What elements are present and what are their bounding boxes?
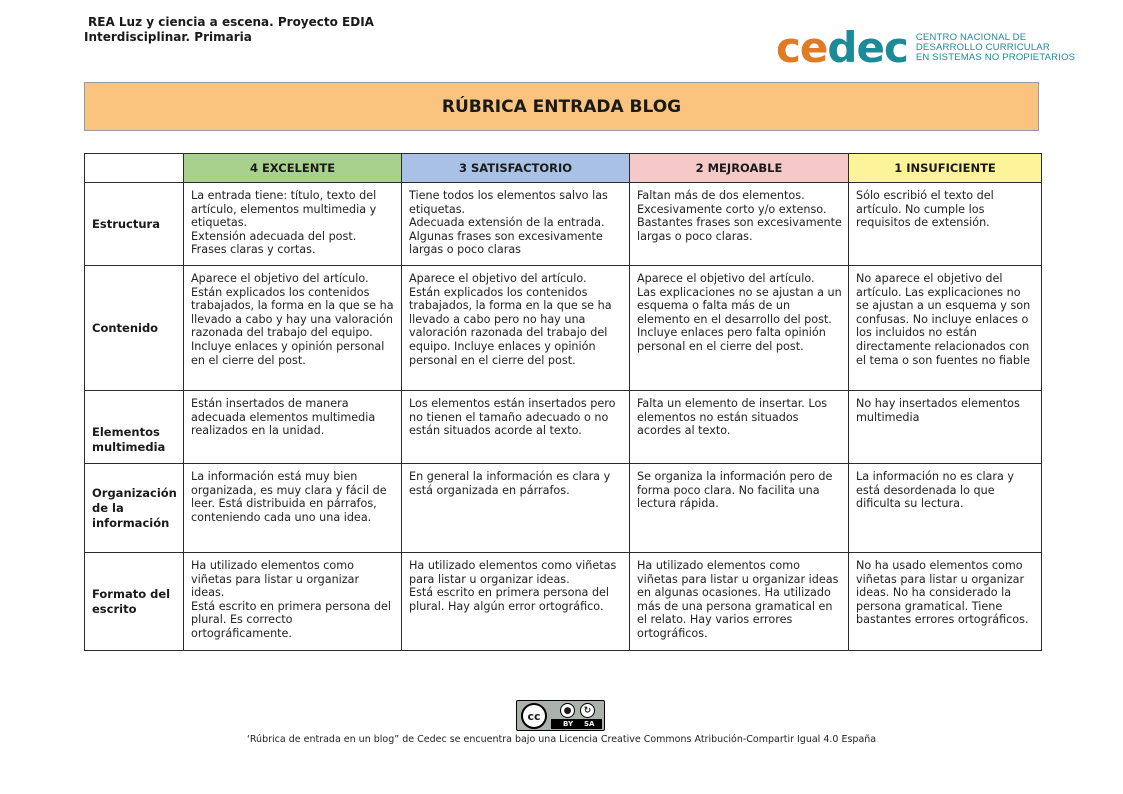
cc-by-label: BY (563, 720, 574, 728)
rubric-cell (849, 183, 1042, 266)
table-row (85, 391, 1042, 464)
cell-text: La información está muy bien organizada, es muy clara y fácil de leer. Está distribuida en párrafos, conteniendo cada uno una idea. (191, 470, 387, 524)
criterion-estructura: Estructura (85, 183, 184, 266)
logo-subtitle (916, 33, 1075, 63)
rubric-cell (849, 464, 1042, 553)
cell-text: Ha utilizado elementos como viñetas para listar u organizar ideas. Está escrito en primera persona del plural. Es correcto ortográficamente. (191, 559, 392, 640)
rubric-cell (630, 266, 849, 391)
logo-word-part-1: ce (776, 23, 828, 72)
cell-text: Ha utilizado elementos como viñetas para listar u organizar ideas en algunas ocasiones. Ha utilizado más de una persona gramatical en el relato. Hay varios errores ortográficos. (637, 559, 839, 640)
rubric-cell (630, 391, 849, 464)
cell-text: Aparece el objetivo del artículo. Las explicaciones no se ajustan a un esquema o falta más de un elemento en el desarrollo del post. Incluye enlaces pero falta opinión personal en el cierre del post. (637, 272, 842, 353)
rubric-cell (630, 183, 849, 266)
cell-text: No aparece el objetivo del artículo. Las explicaciones no se ajustan a un esquema y son confusas. No incluye enlaces o los incluidos no están directamente relacionados con el tema o son fuentes no fiable (856, 272, 1031, 367)
cell-text: No ha usado elementos como viñetas para listar u organizar ideas. No ha considerado la persona gramatical. Tiene bastantes errores ortográficos. (856, 559, 1029, 627)
criterion-contenido: Contenido (85, 266, 184, 391)
share-alike-icon: ↻ (580, 703, 595, 718)
cell-text: Ha utilizado elementos como viñetas para listar u organizar ideas. Está escrito en primera persona del plural. Hay algún error ortográfico. (409, 559, 617, 613)
cell-text: La entrada tiene: título, texto del artículo, elementos multimedia y etiquetas. Extensión adecuada del post. Frases claras y cortas. (191, 189, 377, 257)
column-header-excelente: 4 EXCELENTE (184, 154, 402, 183)
logo-wordmark (776, 23, 908, 72)
cell-text: Aparece el objetivo del artículo. Están explicados los contenidos trabajados, la forma en la que se ha llevado a cabo y hay una valoración razonada del trabajo del equipo. Incluye enlaces y opinión personal en el cierre del post. (191, 272, 394, 367)
corner-cell (85, 154, 184, 183)
rubric-cell (184, 183, 402, 266)
cell-text: No hay insertados elementos multimedia (856, 397, 1020, 424)
creative-commons-badge[interactable] (516, 700, 605, 731)
column-header-mejorable: 2 MEJROABLE (630, 154, 849, 183)
rubric-cell (184, 553, 402, 651)
rubric-cell (402, 391, 630, 464)
license-text: ‘Rúbrica de entrada en un blog” de Cedec se encuentra bajo una Licencia Creative Commons Atribución-Compartir Igual 4.0 España (246, 734, 877, 745)
rubric-cell (849, 266, 1042, 391)
cc-icon: cc (521, 703, 547, 729)
criterion-elementos-multimedia: Elementos multimedia (85, 391, 184, 464)
rubric-table (84, 153, 1042, 651)
criterion-formato: Formato del escrito (85, 553, 184, 651)
cell-text: En general la información es clara y está organizada en párrafos. (409, 470, 611, 497)
cell-text: Faltan más de dos elementos. Excesivamente corto y/o extenso. Bastantes frases son excesivamente largas o poco claras. (637, 189, 842, 243)
rubric-cell (184, 391, 402, 464)
logo-word-part-2: dec (827, 23, 908, 72)
column-header-satisfactorio: 3 SATISFACTORIO (402, 154, 630, 183)
column-header-insuficiente: 1 INSUFICIENTE (849, 154, 1042, 183)
document-header (84, 15, 374, 45)
page-title: RÚBRICA ENTRADA BLOG (441, 96, 682, 117)
table-row (85, 553, 1042, 651)
cell-text: La información no es clara y está desordenada lo que dificulta su lectura. (856, 470, 1015, 511)
logo-sub-line-3: EN SISTEMAS NO PROPIETARIOS (915, 52, 1076, 63)
cell-text: Se organiza la información pero de forma poco clara. No facilita una lectura rápida. (637, 470, 833, 511)
attribution-icon: ● (560, 703, 575, 718)
rubric-cell (402, 266, 630, 391)
title-bar (84, 82, 1039, 131)
cedec-logo (776, 23, 1076, 72)
logo-sub-line-1: CENTRO NACIONAL DE (915, 32, 1027, 43)
header-line-2: Interdisciplinar. Primaria (84, 30, 252, 44)
cell-text: Los elementos están insertados pero no tienen el tamaño adecuado o no están situados acorde al texto. (409, 397, 616, 438)
rubric-cell (849, 553, 1042, 651)
cell-text: Aparece el objetivo del artículo. Están explicados los contenidos trabajados, la forma en la que se ha llevado a cabo pero no hay una valoración razonada del trabajo del equipo. Incluye enlaces y opinión personal en el cierre del post. (409, 272, 612, 367)
rubric-cell (402, 553, 630, 651)
header-line-1: REA Luz y ciencia a escena. Proyecto EDIA (88, 15, 374, 29)
cell-text: Falta un elemento de insertar. Los elementos no están situados acordes al texto. (637, 397, 828, 438)
rubric-cell (184, 464, 402, 553)
rubric-cell (402, 183, 630, 266)
table-row (85, 464, 1042, 553)
logo-sub-line-2: DESARROLLO CURRICULAR (915, 42, 1050, 53)
rubric-cell (849, 391, 1042, 464)
table-row (85, 266, 1042, 391)
table-header-row (85, 154, 1042, 183)
table-row (85, 183, 1042, 266)
rubric-cell (630, 553, 849, 651)
rubric-cell (402, 464, 630, 553)
cell-text: Están insertados de manera adecuada elementos multimedia realizados en la unidad. (191, 397, 376, 438)
rubric-cell (630, 464, 849, 553)
cell-text: Sólo escribió el texto del artículo. No cumple los requisitos de extensión. (856, 189, 994, 230)
criterion-organizacion: Organización de la información (85, 464, 184, 553)
rubric-cell (184, 266, 402, 391)
cell-text: Tiene todos los elementos salvo las etiquetas. Adecuada extensión de la entrada. Algunas frases son excesivamente largas o poco claras (409, 189, 608, 257)
cc-sa-label: SA (584, 720, 595, 728)
